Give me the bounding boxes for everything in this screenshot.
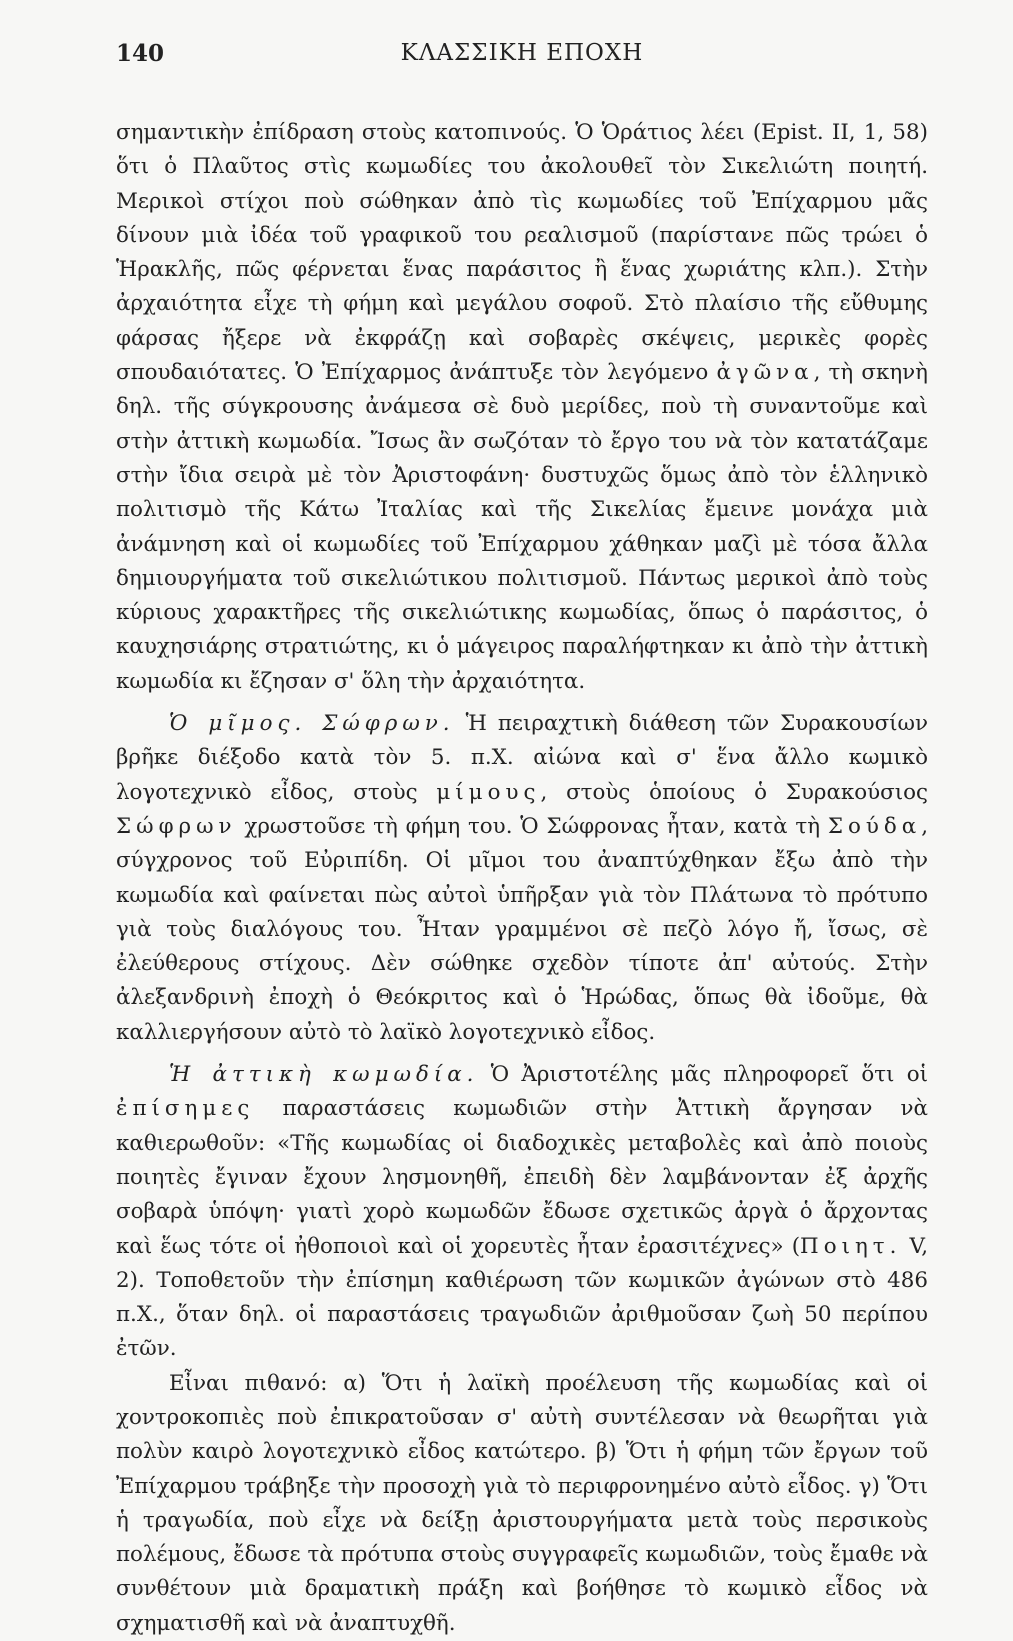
paragraph-text: σημαντικὴν ἐπίδραση στοὺς κατοπινούς. Ὁ Ὁράτιος λέει (Epist. II, 1, 58) ὅτι ὁ Πλαῦτος στὶς κωμωδίες του ἀκολουθεῖ τὸν Σικελιώτη ποιητή. Μερικοὶ στίχοι ποὺ σώθηκαν ἀπὸ τὶς κωμωδίες τοῦ Ἐπίχαρμου μᾶς δίνουν μιὰ ἰδέα τοῦ γραφικοῦ του ρεαλισμοῦ (παρίστανε πῶς τρώει ὁ Ἡρακλῆς, πῶς φέρνεται ἕνας παράσιτος ἢ ἕνας χωριάτης κλπ.). Στὴν ἀρχαιότητα εἶχε τὴ φήμη καὶ μεγάλου σοφοῦ. Στὸ πλαίσιο τῆς εὔθυμης φάρσας ἤξερε νὰ ἐκφράζῃ καὶ σοβαρὲς σκέψεις, μερικὲς φορὲς σπουδαιότατες. Ὁ Ἐπίχαρμος ἀνάπτυξε τὸν λεγόμενο xyxy=(116,120,928,386)
paragraph-text-end: V, 2). Τοποθετοῦν τὴν ἐπίσημη καθιέρωση τῶν κωμικῶν ἀγώνων στὸ 486 π.Χ., ὅταν δηλ. οἱ παραστάσεις τραγωδιῶν ἀριθμοῦσαν ζωὴ 50 περίπου ἐτῶν. xyxy=(116,1233,928,1362)
paragraph-text: Ὁ Ἀριστοτέλης μᾶς πληροφορεῖ ὅτι οἱ xyxy=(478,1062,928,1088)
running-title: ΚΛΑΣΣΙΚΗ ΕΠΟΧΗ xyxy=(400,40,644,66)
paragraph-text-end: , σύγχρονος τοῦ Εὐριπίδη. Οἱ μῖμοι του ἀναπτύχθηκαν ἔξω ἀπὸ τὴν κωμωδία καὶ φαίνεται πὼς αὐτοὶ ὑπῆρξαν γιὰ τὸν Πλάτωνα τὸ πρότυπο γιὰ τοὺς διαλόγους του. Ἦταν γραμμένοι σὲ πεζὸ λόγο ἤ, ἴσως, σὲ ἐλεύθερους στίχους. Δὲν σώθηκε σχεδὸν τίποτε ἀπ' αὐτούς. Στὴν ἀλεξανδρινὴ ἐποχὴ ὁ Θεόκριτος καὶ ὁ Ἡρώδας, ὅπως θὰ ἰδοῦμε, θὰ καλλιεργήσουν αὐτὸ τὸ λαϊκὸ λογοτεχνικὸ εἶδος. xyxy=(116,813,928,1045)
paragraph-epicharmus xyxy=(116,116,928,699)
paragraph-text-cont-2: χρωστοῦσε τὴ φήμη του. Ὁ Σώφρονας ἦταν, κατὰ τὴ xyxy=(236,813,821,839)
paragraph-text-cont: , τὴ σκηνὴ δηλ. τῆς σύγκρουσης ἀνάμεσα σὲ δυὸ μερίδες, ποὺ τὴ συναντοῦμε καὶ στὴν ἀττικὴ κωμωδία. Ἴσως ἂν σωζόταν τὸ ἔργο του νὰ τὸν κατατάζαμε στὴν ἴδια σειρὰ μὲ τὸν Ἀριστοφάνη· δυστυχῶς ὅμως ἀπὸ τὸν ἑλληνικὸ πολιτισμὸ τῆς Κάτω Ἰταλίας καὶ τῆς Σικελίας ἔμεινε μονάχα μιὰ ἀνάμνηση καὶ οἱ κωμωδίες τοῦ Ἐπίχαρμου χάθηκαν μαζὶ μὲ τόσα ἄλλα δημιουργήματα τοῦ σικελιώτικου πολιτισμοῦ. Πάντως μερικοὶ ἀπὸ τοὺς κύριους χαρακτῆρες τῆς σικελιώτικης κωμωδίας, ὅπως ὁ παράσιτος, ὁ καυχησιάρης στρατιώτης, κι ὁ μάγειρος παραλήφτηκαν κι ἀπὸ τὴν ἀττικὴ κωμωδία κι ἔζησαν σ' ὅλη τὴν ἀρχαιότητα. xyxy=(116,360,928,694)
section-heading-mime: Ὁ μῖμος. Σώφρων. xyxy=(169,711,455,737)
paragraph-mime xyxy=(116,707,928,1050)
body-text xyxy=(116,116,928,1641)
spaced-term-souda: Σούδα xyxy=(827,813,922,839)
section-heading-attic-comedy: Ἡ ἀττικὴ κωμωδία. xyxy=(169,1062,479,1088)
spaced-term-agon: ἀγῶνα xyxy=(716,360,814,386)
spaced-term-poiet: Ποιητ. xyxy=(800,1233,902,1259)
paragraph-attic-comedy xyxy=(116,1058,928,1367)
spaced-term-sophron: Σώφρων xyxy=(116,813,237,839)
paragraph-text-cont: , στοὺς ὁποίους ὁ Συρακούσιος xyxy=(540,779,929,805)
spaced-term-episimes: ἐπίσημες xyxy=(116,1096,255,1122)
paragraph-conclusions xyxy=(116,1367,928,1641)
spaced-term-mimous: μίμους xyxy=(436,779,541,805)
paragraph-text: Ἡ πειραχτικὴ διάθεση τῶν Συρακουσίων βρῆκε διέξοδο κατὰ τὸν 5. π.Χ. αἰώνα καὶ σ' ἕνα ἄλλο κωμικὸ λογοτεχνικὸ εἶδος, στοὺς xyxy=(116,711,928,805)
page-number: 140 xyxy=(116,40,165,67)
paragraph-text-cont: παραστάσεις κωμωδιῶν στὴν Ἀττικὴ ἄργησαν νὰ καθιερωθοῦν: «Τῆς κωμωδίας οἱ διαδοχικὲς μεταβολὲς καὶ ἀπὸ ποιοὺς ποιητὲς ἔγιναν ἔχουν λησμονηθῆ, ἐπειδὴ δὲν λαμβάνονταν ἐξ ἀρχῆς σοβαρὰ ὑπόψη· γιατὶ χορὸ κωμωδῶν ἔδωσε σχετικῶς ἀργὰ ὁ ἄρχοντας καὶ ἕως τότε οἱ ἠθοποιοὶ καὶ οἱ χορευτὲς ἦταν ἐρασιτέχνες» ( xyxy=(116,1096,928,1259)
paragraph-text: Εἶναι πιθανό: α) Ὅτι ἡ λαϊκὴ προέλευση τῆς κωμωδίας καὶ οἱ χοντροκοπιὲς ποὺ ἐπικρατοῦσαν σ' αὐτὴ συντέλεσαν νὰ θεωρῆται γιὰ πολὺν καιρὸ λογοτεχνικὸ εἶδος κατώτερο. β) Ὅτι ἡ φήμη τῶν ἔργων τοῦ Ἐπίχαρμου τράβηξε τὴν προσοχὴ γιὰ τὸ περιφρονημένο αὐτὸ εἶδος. γ) Ὅτι ἡ τραγωδία, ποὺ εἶχε νὰ δείξῃ ἀριστουργήματα μετὰ τοὺς περσικοὺς πολέμους, ἔδωσε τὰ πρότυπα στοὺς συγγραφεῖς κωμωδιῶν, τοὺς ἔμαθε νὰ συνθέτουν μιὰ δραματικὴ πράξη καὶ βοήθησε τὸ κωμικὸ εἶδος νὰ σχηματισθῆ καὶ νὰ ἀναπτυχθῆ. xyxy=(116,1370,928,1636)
page-header xyxy=(116,40,928,72)
